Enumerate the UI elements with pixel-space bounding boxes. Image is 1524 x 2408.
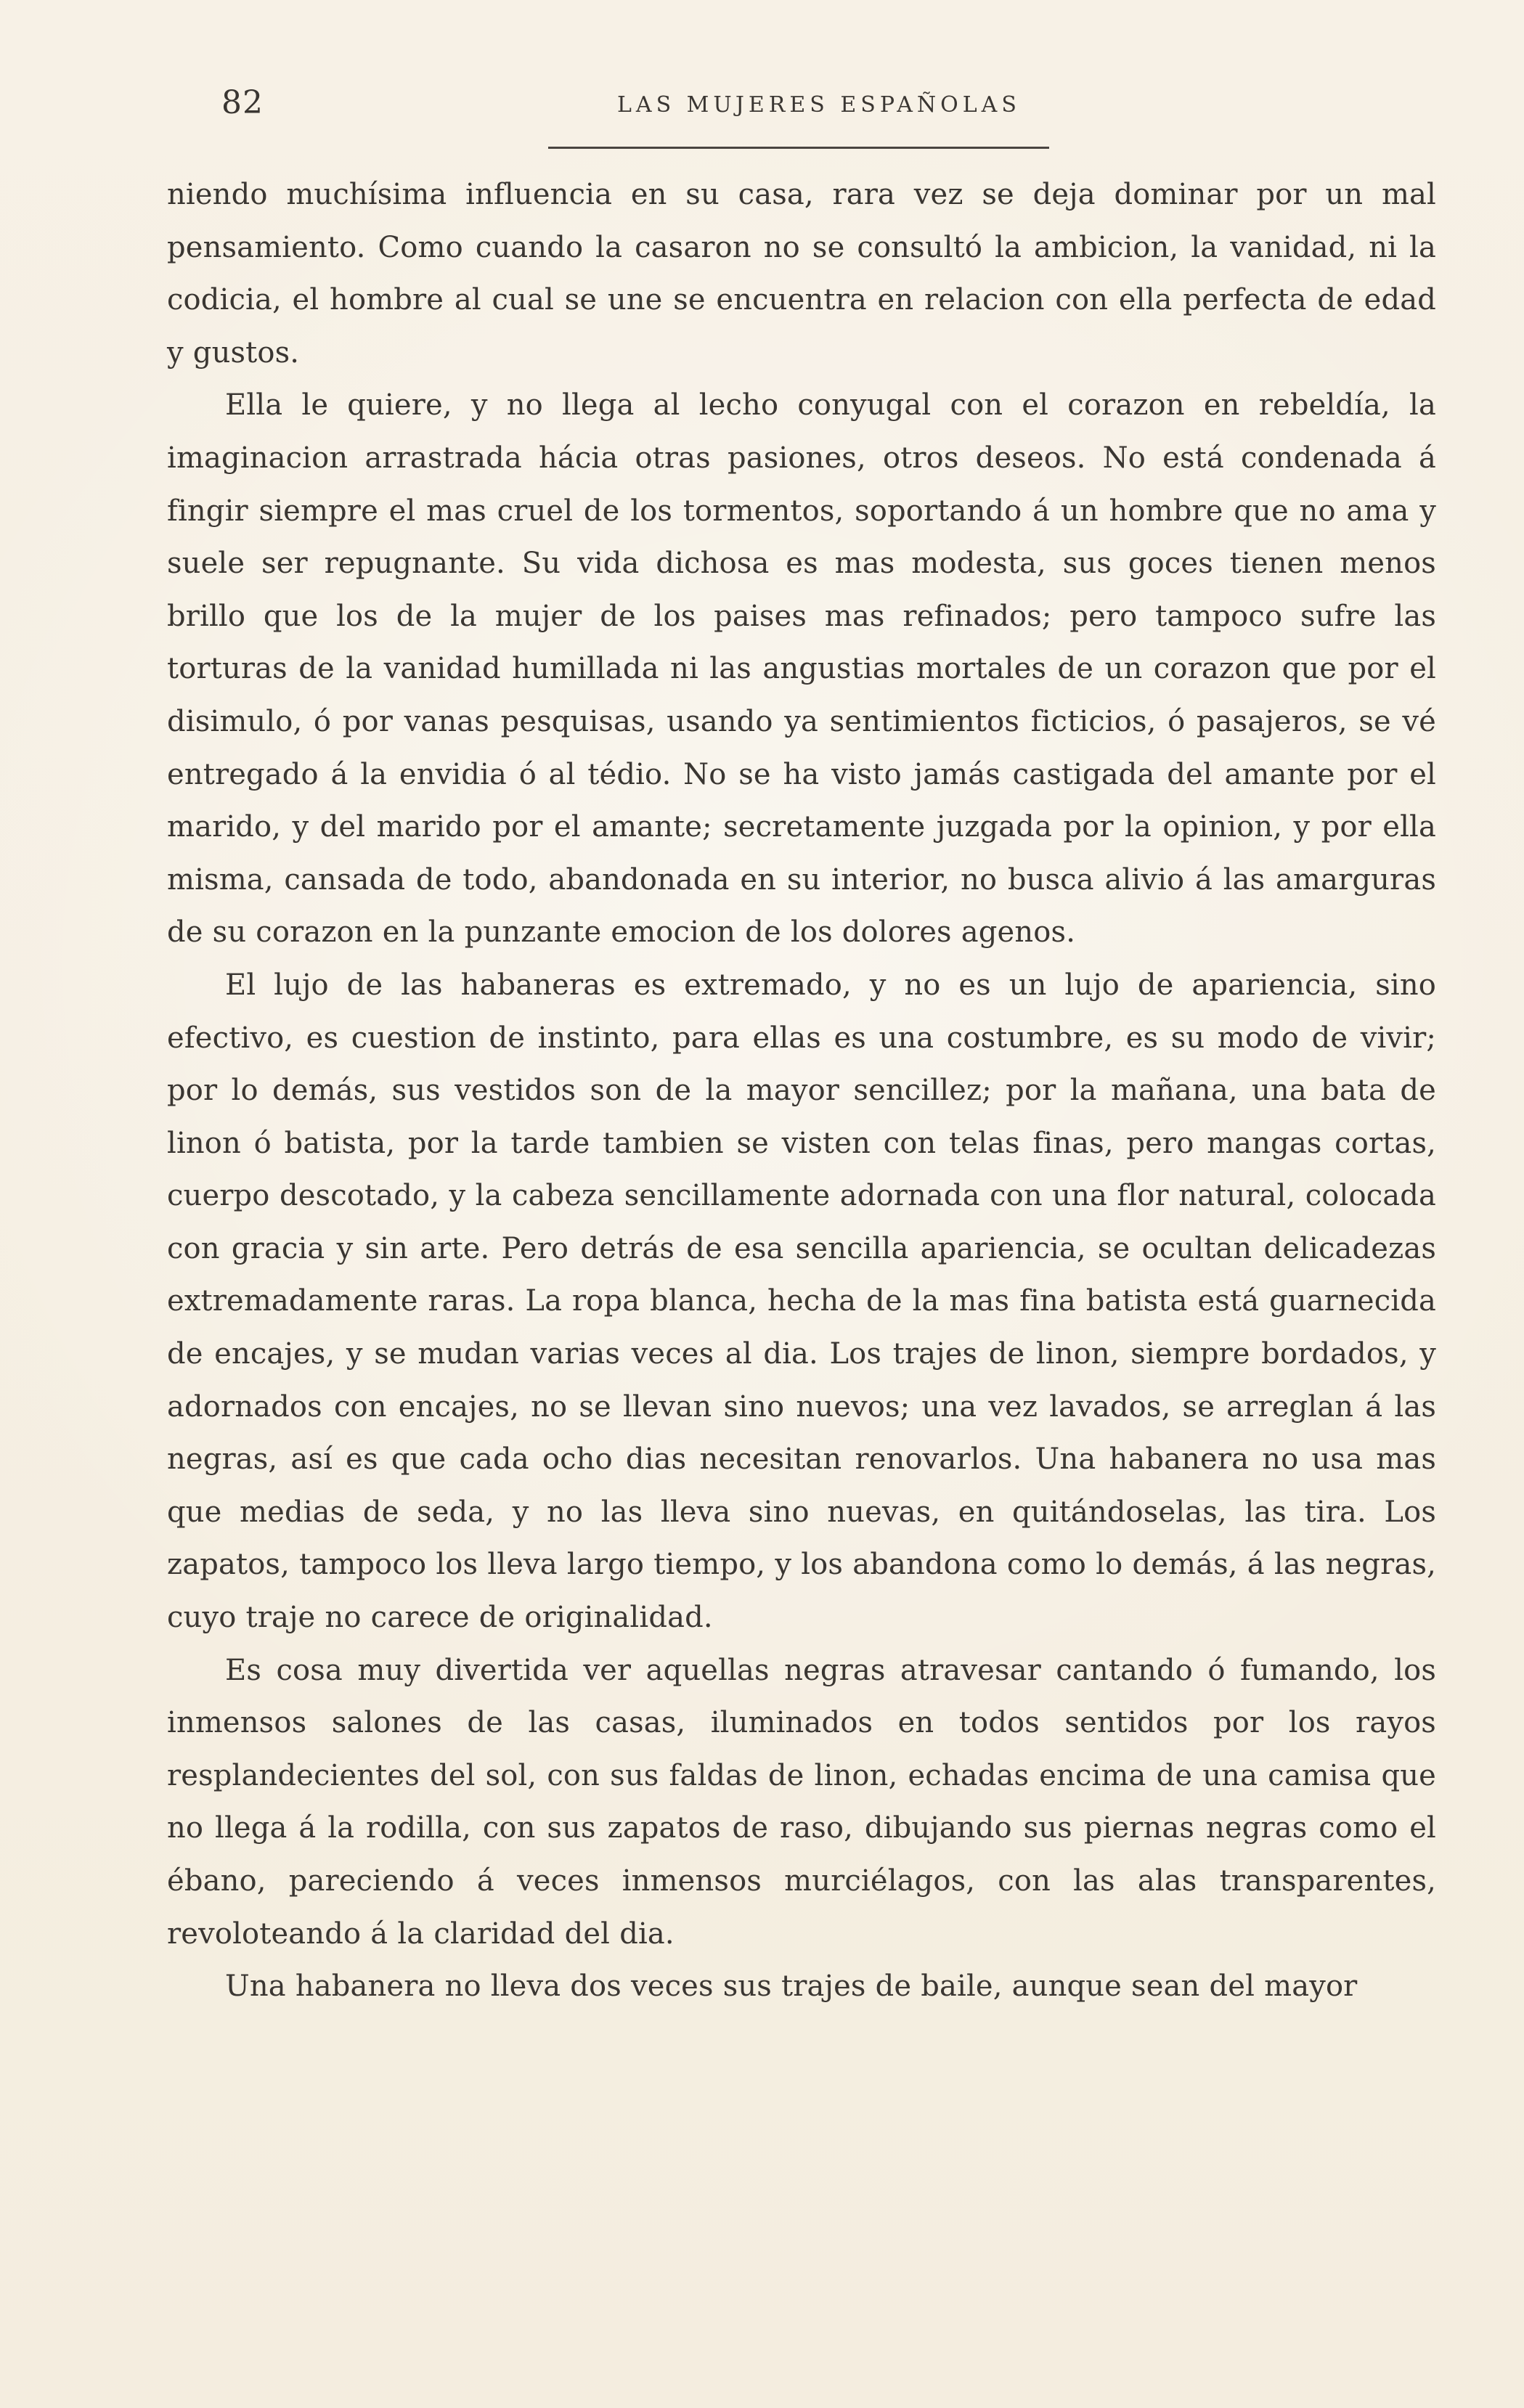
main-text	[167, 168, 1436, 2013]
paragraph: Es cosa muy divertida ver aquellas negras atravesar cantando ó fumando, los inmensos salones de las casas, iluminados en todos sentidos por los rayos resplandecientes del sol, con sus faldas de linon, echadas encima de una camisa que no llega á la rodilla, con sus zapatos de raso, dibujando sus piernas negras como el ébano, pareciendo á veces inmensos murciélagos, con las alas transparentes, revoloteando á la claridad del dia.	[167, 1653, 1436, 1951]
header-rule	[548, 147, 1049, 149]
page-header	[221, 84, 1459, 138]
running-title: LAS MUJERES ESPAÑOLAS	[617, 92, 1021, 118]
paragraph: Una habanera no lleva dos veces sus trajes de baile, aunque sean del mayor	[225, 1970, 1358, 2004]
paragraph: Ella le quiere, y no llega al lecho conyugal con el corazon en rebeldía, la imaginacion arrastrada hácia otras pasiones, otros deseos. No está condenada á fingir siempre el mas cruel de los tormentos, soportando á un hombre que no ama y suele ser repugnante. Su vida dichosa es mas modesta, sus goces tienen menos brillo que los de la mujer de los paises mas refinados; pero tampoco sufre las torturas de la vanidad humillada ni las angustias mortales de un corazon que por el disimulo, ó por vanas pesquisas, usando ya sentimientos ficticios, ó pasajeros, se vé entregado á la envidia ó al tédio. No se ha visto jamás castigada del amante por el marido, y del marido por el amante; secretamente juzgada por la opinion, y por ella misma, cansada de todo, abandonada en su interior, no busca alivio á las amarguras de su corazon en la punzante emocion de los dolores agenos.	[167, 388, 1436, 950]
paragraph: El lujo de las habaneras es extremado, y no es un lujo de apariencia, sino efectivo, es cuestion de instinto, para ellas es una costumbre, es su modo de vivir; por lo demás, sus vestidos son de la mayor sencillez; por la mañana, una bata de linon ó batista, por la tarde tambien se visten con telas finas, pero mangas cortas, cuerpo descotado, y la cabeza sencillamente adornada con una flor natural, colocada con gracia y sin arte. Pero detrás de esa sencilla apariencia, se ocultan delicadezas extremadamente raras. La ropa blanca, hecha de la mas fina batista está guarnecida de encajes, y se mudan varias veces al dia. Los trajes de linon, siempre bordados, y adornados con encajes, no se llevan sino nuevos; una vez lavados, se arreglan á las negras, así es que cada ocho dias necesitan renovarlos. Una habanera no usa mas que medias de seda, y no las lleva sino nuevas, en quitándoselas, las tira. Los zapatos, tampoco los lleva largo tiempo, y los abandona como lo demás, á las negras, cuyo traje no carece de originalidad.	[167, 968, 1436, 1635]
page-number: 82	[221, 84, 264, 121]
paragraph: niendo muchísima influencia en su casa, rara vez se deja dominar por un mal pensamiento. Como cuando la casaron no se consultó la ambicion, la vanidad, ni la codicia, el hombre al cual se une se encuentra en relacion con ella perfecta de edad y gustos.	[167, 178, 1436, 370]
